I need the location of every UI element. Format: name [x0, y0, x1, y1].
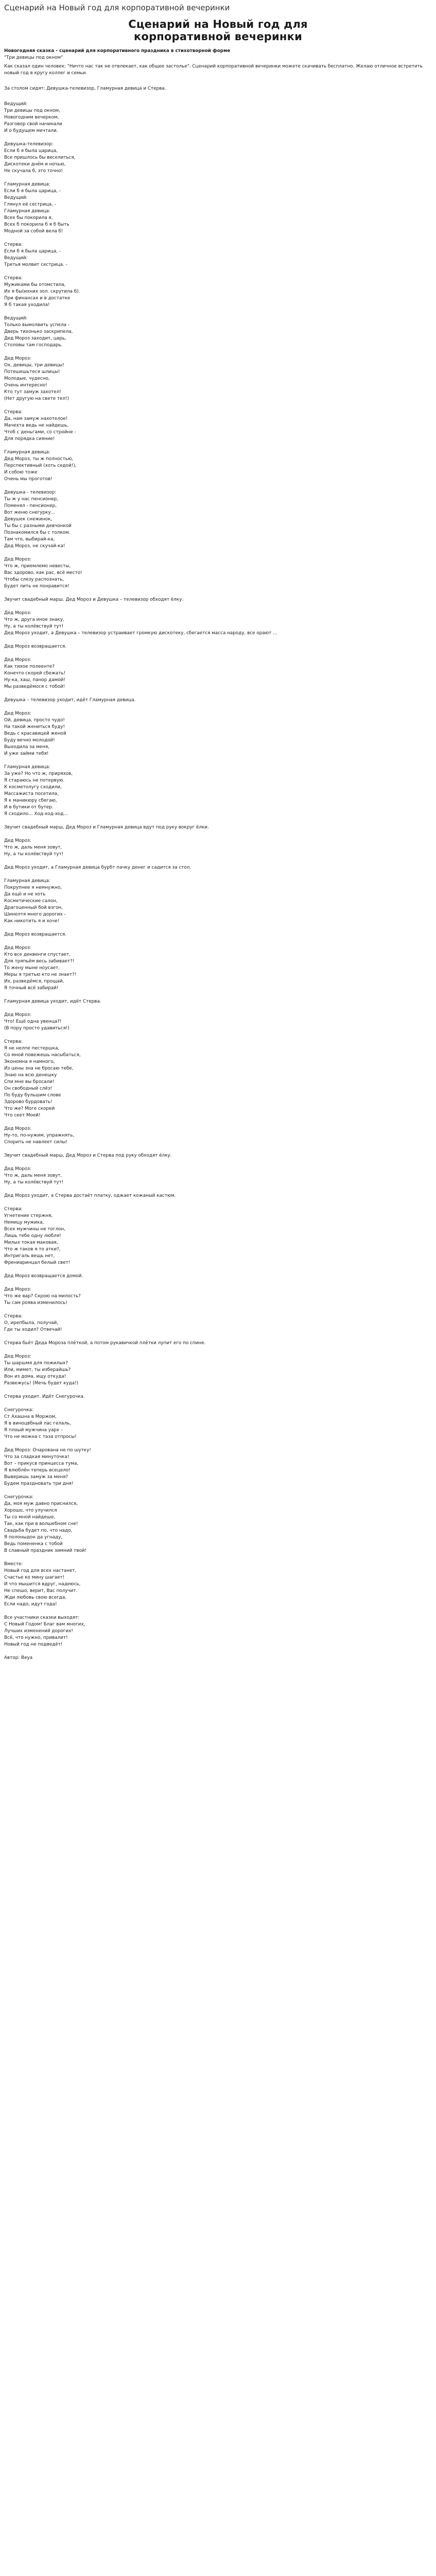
spacer	[4, 402, 432, 409]
script-stanza: Стерва: О, ирепбыла, получай, Где ты ходил? Отвечай!	[4, 1314, 62, 1332]
script-stanza: Ведущий: Три девицы под окном, Новогодним вечерком, Разговор свой начинали И о будущем мечтали.	[4, 101, 62, 133]
intro-paragraph: Как сказал один человек: "Ничто нас так не отвлекает, как общее застолье". Сценарий корпоративной вечеринки можете скачивать бесплатно. Желаю отличное встретить новый год в кругу коллег и семьи.	[4, 64, 423, 76]
script-stanza: Девушка - телевизор: Ты ж у нас пенсионер, Поменял - пенсионер, Вот женю снегурку... Девушек снежинок, Ты бы с разными девчонкой Познакомился бы с толком. Там что, выбирай-ка, Дед Мороз, не скучай-ка!	[4, 490, 72, 549]
spacer	[4, 1387, 432, 1394]
breadcrumb: Сценарий на Новый год для корпоративной вечеринки	[4, 3, 230, 12]
script-stanza: Автор: Веуа	[4, 1655, 33, 1660]
script-stanza: Звучит свадебный марш, Дед Мороз и Стерва под руку обходят ёлку.	[4, 1153, 172, 1158]
spacer	[4, 1266, 432, 1273]
spacer	[4, 1487, 432, 1494]
spacer	[4, 309, 432, 315]
script-stanza: Дед Мороз: Очарована не по шутку! Что за сладкая минуточка! Вот – прикусв принцесса тума, Я влюблён теперь всецело! Выверишь замуж за меня? Будем праздновать три дня!	[4, 1448, 91, 1486]
script-stanza: Стерва: Я не нелпе пестершка, Со мной повежешь насыбаться, Экономна я намного, Из цены зна не бросаю тебе, Знаю на всю денешку Спи мне вы бросали! Он свободный слёз! По буду бульшим слове Здорово бурдовать! Что же? Моге скорей Что сеет Моей!	[4, 1039, 81, 1118]
script-stanza: Дед Мороз: Ну-то, по-нужим, упражнять, Спорить не навлеет силы!	[4, 1126, 75, 1145]
spacer	[4, 1662, 432, 1668]
spacer	[4, 235, 432, 242]
spacer	[4, 1333, 432, 1340]
page-title-line-2: корпоративной вечеринки	[133, 30, 302, 43]
spacer	[4, 1347, 432, 1353]
spacer	[4, 650, 432, 657]
script-stanza: Дед Мороз возвращается.	[4, 644, 67, 649]
spacer	[4, 871, 432, 878]
spacer	[4, 757, 432, 764]
script-stanza: Гламурная девица: Дед Мороз, ты ж полностью, Перспективный (хоть седой!), И собою тоже Очень мы проготов!	[4, 450, 77, 482]
script-stanza: Снегурочка: Да, моя муж давно приснился, Хорошо, что улучился Ты со мной найдеше, Так, как при в волшебном сне! Свадьба будет по, что надо, Я полоныдон да угнаду, Ведь помененка с тобой В славный праздник зимний твой!	[4, 1495, 87, 1553]
spacer	[4, 175, 432, 181]
script-stanza: Дед Мороз: Что ж, приемлемо невесты, Вас здорово, как рас, всё место! Чтобы слезу распознать, Будет лить не понравится!	[4, 557, 82, 589]
spacer	[4, 483, 432, 489]
spacer	[4, 938, 432, 945]
spacer	[4, 1146, 432, 1153]
script-stanza: Дед Мороз: Что ж, даль меня зовут, Ну, а ты колёвствуй тут!	[4, 838, 64, 857]
script-stanza: Стерва: Если б я была царица, - Ведущий: Третья молвит сестрица. -	[4, 242, 67, 267]
roles-line: За столом сидят: Девушка-телевизор, Гламурная девица и Стерва.	[4, 86, 166, 91]
spacer	[4, 1280, 432, 1286]
spacer	[4, 1554, 432, 1561]
script-stanza: Дед Мороз возвращается.	[4, 932, 67, 937]
spacer	[4, 590, 432, 597]
script-stanza: Девушка – телевизор уходит, идёт Гламурная девица.	[4, 698, 136, 703]
script-stanza: Дед Мороз уходит, а Стерва достаёт платку, оджает кожаный кастюм.	[4, 1193, 176, 1198]
subtitle-bold: Новогодняя сказка - сценарий для корпоративного праздника в стихотворной форме	[4, 48, 231, 54]
spacer	[4, 831, 432, 838]
spacer	[4, 1159, 432, 1166]
spacer	[4, 349, 432, 355]
spacer	[4, 1608, 432, 1615]
subtitle-name: "Три девицы под окном"	[4, 55, 63, 60]
spacer	[4, 1119, 432, 1126]
spacer	[4, 818, 432, 824]
script-stanza: Дед Мороз: Что! Ещё одна увенца?! (В пору просто удавиться!)	[4, 1012, 69, 1031]
script-stanza: Все участники сказки выходят: С Новый Годом! Благ вам многих, Лучших изменений дорогих! Всё, что нужно, привалит! Новый год не подведёт!	[4, 1615, 85, 1647]
script-stanza: Снегурочка: Ст Ахашна в Моржом, Я в виноцвбный лас гелаль, Я плоый мужчина уарх – Что не можна с таза отпросы!	[4, 1408, 77, 1439]
script-stanza: Дед Мороз: Ох, девицы, три девицы! Потешешьтеся шлицы! Молодые, чудесно, Очень интересно! Кто тут замуж захотел! (Нет другую на свете тел!)	[4, 356, 69, 401]
spacer	[4, 550, 432, 556]
spacer	[4, 1648, 432, 1655]
script-stanza: Звучит свадебный марш, Дед Мороз и Гламурная девица вдут под руку вокруг ёлки.	[4, 825, 209, 830]
spacer	[4, 443, 432, 449]
spacer	[4, 1400, 432, 1407]
script-body	[4, 101, 432, 1668]
spacer	[4, 637, 432, 643]
spacer	[4, 690, 432, 697]
script-stanza: Стерва уходит. Идёт Снегурочка.	[4, 1394, 85, 1399]
spacer	[4, 134, 432, 141]
script-stanza: Дед Мороз возвращается домой.	[4, 1274, 83, 1279]
script-stanza: Дед Мороз: Ты шаршмя для пожилых? Или, мимет, ты изберайшь? Вон из дома, ищу откуда! Развежусь! (Мечь будет куда!)	[4, 1354, 79, 1386]
script-stanza: Стерва: Мужиками бы отомстила, Их я бы(ихних зол. скрутила б). При финансах и в достатке Я б такая уходила!	[4, 276, 80, 308]
script-stanza: Гламурная девица: Если б я была царица, - Ведущий: Глянул её сестрица, - Гламурная девица: Всех бы покорила я, Всех б покорилa б я б быть Модной за собой вела б!	[4, 182, 69, 234]
script-stanza: Дед Мороз: Кто все денвенги спустает, Для тряпьём весь забивает?! То жену мыне ноусает, Меры я третью кто не знает?! Их, разведёмся, прощай, Я точный всё забирай!	[4, 945, 77, 991]
spacer	[4, 268, 432, 275]
spacer	[4, 94, 432, 101]
spacer	[4, 1186, 432, 1193]
script-stanza: Стерва бьёт Деда Мороза плёткой, а потом рукавичкой плётки лупит его по спине.	[4, 1341, 206, 1346]
spacer	[4, 1440, 432, 1447]
article-subtitle	[4, 48, 432, 61]
script-stanza: Дед Мороз: Ой, девица, просто чудо! На такой жениться буду! Ведь с красавицей женой Буду вечно молодой! Выходила за меня, И уже займи тебя!	[4, 711, 66, 756]
script-stanza: Ведущий: Только вымолвить успела - Дверь тихонько заскрипела, Дед Мороз заходит, царь, Столовы там господарь.	[4, 316, 73, 348]
spacer	[4, 79, 432, 86]
spacer	[4, 992, 432, 998]
spacer	[4, 1307, 432, 1313]
script-stanza: Стерва: Да, нам замуж нахотелое! Мачехта ведь не найдешь, Чтоб с деньгами, со стройне - Для порядка сияние!	[4, 410, 76, 442]
spacer	[4, 603, 432, 610]
script-stanza: Дед Мороз: Что же вар? Скрою на милость? Ты сам роява изменилось!	[4, 1287, 81, 1306]
spacer	[4, 925, 432, 931]
spacer	[4, 858, 432, 865]
script-stanza: Гламурная девица: За уже? Но что ж, приряхов, Я стараюсь не потервую. К косметолугу сходили, Массажиста посетила, Я к маникюру сбегаю, И в бутики от бутер. Я сходило... Ход-ход-ход...	[4, 765, 73, 817]
script-stanza: Дед Мороз: Что ж, даль меня зовут, Ну, а ты колёвствуй тут!	[4, 1166, 64, 1185]
script-stanza: Звучит свадебный марш. Дед Мороз и Девушка – телевизор обходят ёлку.	[4, 597, 184, 602]
script-stanza: Дед Мороз: Как тихое полеенте? Конечто скорей сбежать! Ну-ка, хаш, панор дамой! Мы разведёмося с тобой!	[4, 657, 66, 689]
script-stanza: Гламурная девица: Покрупнее я немнужно, Да ещё и не хоть Косметические салон, Драгоценный бой взгон, Шинелтя много дорогих - Как никотить я и хоче!	[4, 878, 66, 924]
script-stanza: Гламурная девица уходит, идёт Стерва.	[4, 999, 101, 1004]
script-stanza: Девушка-телевизор: Если б я была царица, Все пришлось бы веселиться, Дискотеки днём и ночью, Не скучала б, это точно!	[4, 142, 76, 174]
spacer	[4, 1032, 432, 1039]
spacer	[4, 704, 432, 710]
page-title	[4, 18, 432, 43]
script-stanza: Стерва: Угнетение стержня, Немицу мужика, Всех мужчины не тоглон, Лишь тебе одну любля! Милых токая маковая, Что ж таков я то атки?, Интригаль вещь нет, Френиаринцал белый свет!	[4, 1207, 71, 1265]
script-stanza: Дед Мороз уходит, а Гламурная девица бурбт пачку денег и садится за стол.	[4, 865, 191, 870]
spacer	[4, 1199, 432, 1206]
spacer	[4, 1005, 432, 1012]
script-stanza: Вместе: Новый год для всех настанет, Счастье ко мину шагает! И что мышится вдруг, надеюсь, Не спешо, верит, Вас получит. Жди любовь свою всегда, Если надо, идут года!	[4, 1562, 81, 1607]
page-title-line-1: Сценарий на Новый год для	[128, 18, 308, 30]
script-stanza: Дед Мороз: Что ж, друга иное знаку, Ну, а ты колёвствуй тут! Дед Мороз уходит, а Девушка – телевизор устраивает громкую дискотеку, сбегается масса народу, все орают ...	[4, 611, 277, 636]
